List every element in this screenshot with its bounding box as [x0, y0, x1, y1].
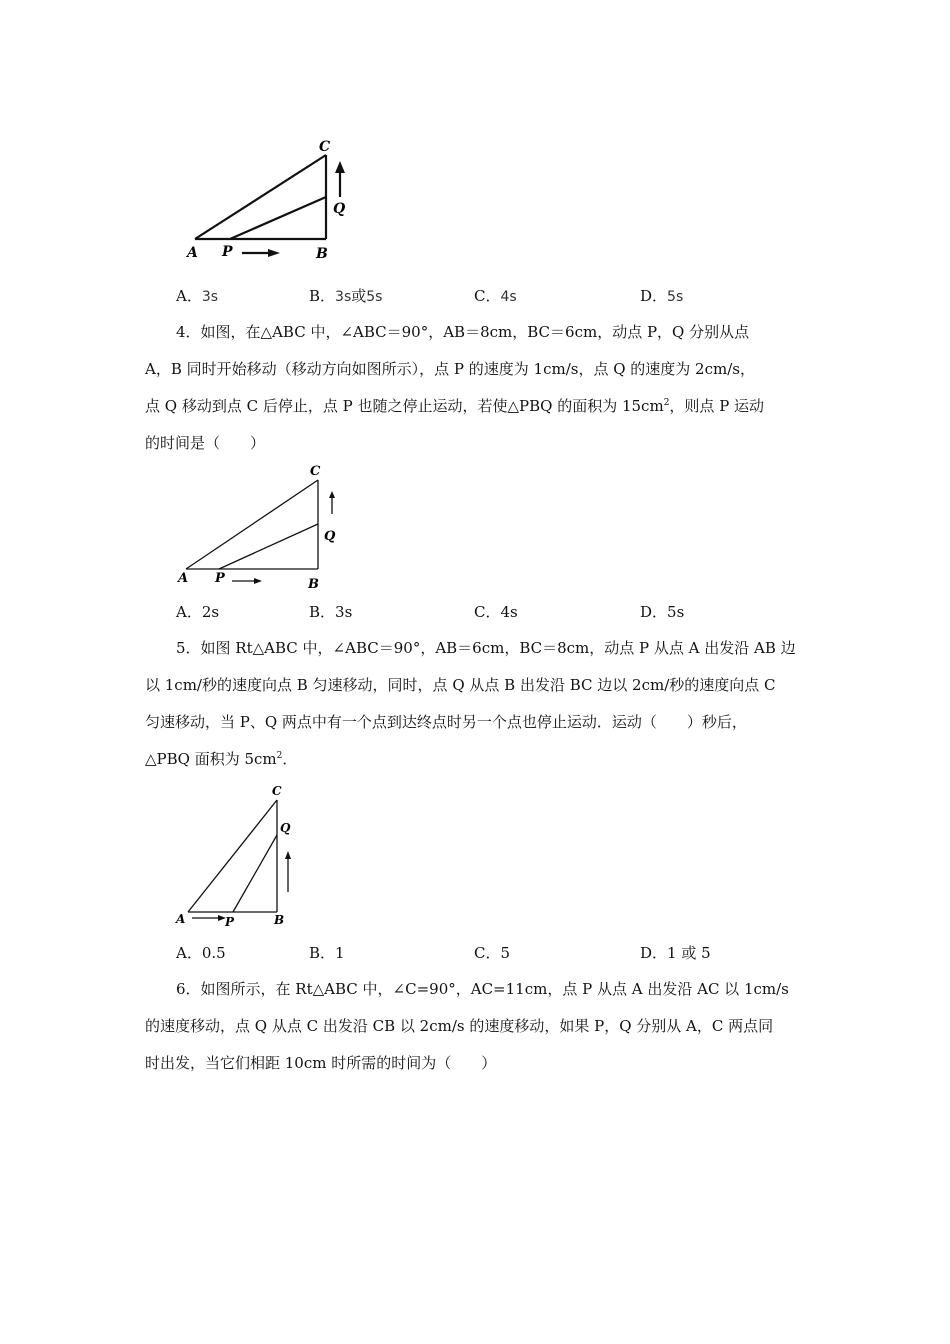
q4-option-b[interactable]: B．3s [309, 603, 353, 621]
q5-label-q: Q [280, 821, 291, 835]
q4-stem-line-3: 点 Q 移动到点 C 后停止，点 P 也随之停止运动，若使△PBQ 的面积为 $15cm^2$，则点 P 运动 [145, 397, 765, 415]
q3-figure [180, 135, 360, 265]
q5-stem-line-3: 匀速移动，当 P、Q 两点中有一个点到达终点时另一个点也停止运动．运动（ ）秒后， [145, 713, 747, 731]
q6-stem-line-1: 6．如图所示，在 Rt△ABC 中，∠C=90°，AC=11cm，点 P 从点 A 出发沿 AC 以 1cm/s [176, 980, 789, 998]
q5-label-a: A [176, 912, 186, 926]
q4-label-p: P [215, 571, 225, 586]
q5-stem-line-2: 以 1cm/秒的速度向点 B 匀速移动，同时，点 Q 从点 B 出发沿 BC 边以 2cm/秒的速度向点 C [145, 676, 776, 694]
q4-option-a[interactable]: A．2s [176, 603, 220, 621]
q4-label-b: B [308, 577, 319, 592]
q3-label-q: Q [333, 201, 346, 217]
q4-label-a: A [178, 571, 189, 586]
q5-option-d[interactable]: D．1 或 5 [640, 944, 711, 962]
q5-option-c[interactable]: C．5 [474, 944, 511, 962]
q5-option-b[interactable]: B．1 [309, 944, 345, 962]
q4-label-c: C [310, 464, 321, 479]
q3-option-b[interactable]: B．3s或5s [309, 287, 383, 305]
q4-option-d[interactable]: D．5s [640, 603, 685, 621]
q5-label-b: B [274, 913, 285, 927]
q6-stem-line-3: 时出发，当它们相距 10cm 时所需的时间为（ ） [145, 1054, 497, 1072]
q3-label-b: B [316, 246, 328, 262]
q3-label-a: A [187, 245, 198, 261]
q6-stem-line-2: 的速度移动，点 Q 从点 C 出发沿 CB 以 2cm/s 的速度移动，如果 P，Q 分别从 A，C 两点同 [145, 1017, 774, 1035]
q5-option-a[interactable]: A．0.5 [176, 944, 226, 962]
q3-option-d[interactable]: D．5s [640, 287, 684, 305]
q4-figure [172, 460, 352, 592]
q3-option-c[interactable]: C．4s [474, 287, 517, 305]
q4-stem-line-1: 4．如图，在△ABC 中，∠ABC＝90°，AB＝8cm，BC＝6cm，动点 P，Q 分别从点 [176, 323, 750, 341]
q4-stem-line-2: A，B 同时开始移动（移动方向如图所示），点 P 的速度为 1cm/s，点 Q 的速度为 2cm/s， [145, 360, 755, 378]
q3-label-p: P [222, 244, 233, 260]
q5-stem-line-4: △PBQ 面积为 $5cm^2$． [145, 750, 298, 768]
q3-option-a[interactable]: A．3s [176, 287, 219, 305]
q5-figure [170, 780, 310, 930]
q3-label-c: C [319, 139, 331, 155]
q4-stem-line-4: 的时间是（ ） [145, 434, 266, 452]
q4-label-q: Q [324, 529, 336, 544]
q5-label-c: C [272, 784, 282, 798]
q5-label-p: P [225, 915, 235, 929]
q5-stem-line-1: 5．如图 Rt△ABC 中，∠ABC＝90°，AB＝6cm，BC＝8cm，动点 P 从点 A 出发沿 AB 边 [176, 639, 796, 657]
q4-option-c[interactable]: C．4s [474, 603, 518, 621]
